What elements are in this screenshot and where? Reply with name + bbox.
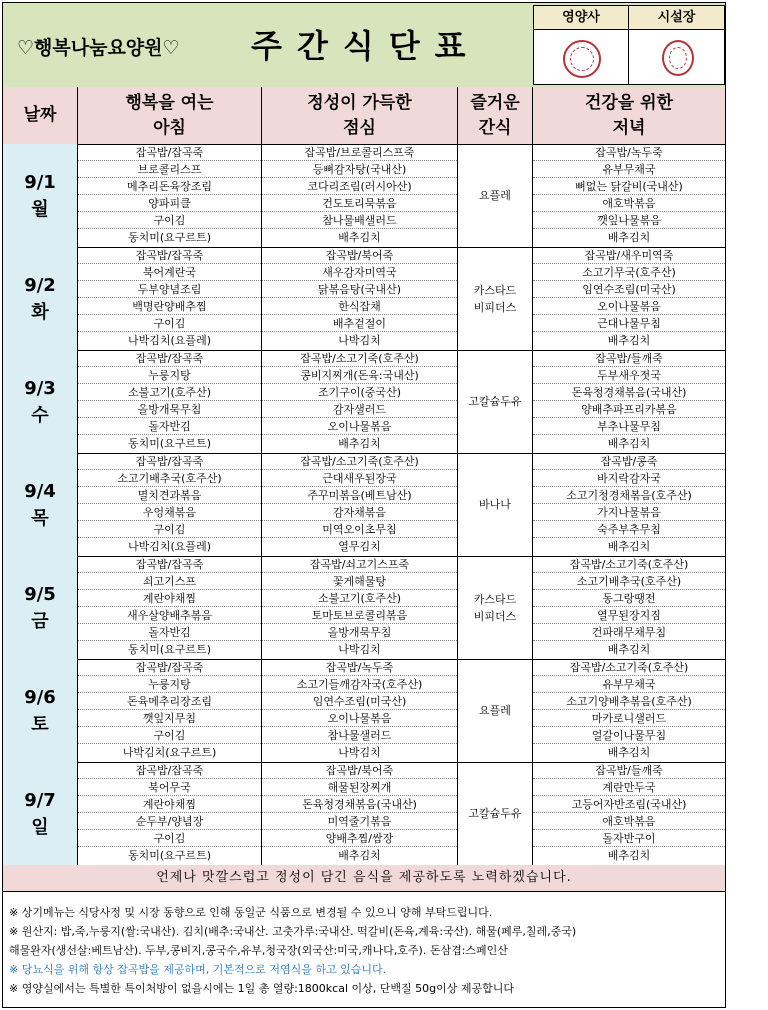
- breakfast-item: 동치미(요구르트): [128, 437, 211, 450]
- lunch-item: 오이나물볶음: [262, 418, 457, 435]
- date-label: 9/7: [24, 789, 56, 811]
- snack-cell: [458, 762, 533, 865]
- lunch-item: 근대새우된장국: [262, 470, 457, 487]
- approval-cell-director: [629, 30, 724, 84]
- breakfast-cell: [78, 762, 262, 865]
- note-line: ※ 영양실에서는 특별한 특이처방이 없을시에는 1일 총 열량:1800kcal 이상, 단백질 50g이상 제공합니다: [9, 982, 514, 995]
- lunch-item: 건도토리묵볶음: [262, 195, 457, 212]
- lunch-item: 감자샐러드: [262, 401, 457, 418]
- lunch-item: 나박김치: [338, 643, 381, 656]
- date-cell: [3, 659, 78, 762]
- lunch-cell: [262, 144, 458, 247]
- date-label: 9/2: [24, 274, 56, 296]
- lunch-item: 잡곡밥/북어죽: [262, 247, 457, 264]
- snack-cell: [458, 659, 533, 762]
- weekday-label: 금: [31, 610, 49, 632]
- lunch-item: 콩비지찌개(돈육:국내산): [262, 367, 457, 384]
- dinner-item: 유부무채국: [533, 676, 725, 693]
- breakfast-cell: [78, 659, 262, 762]
- dinner-item: 마카로니샐러드: [533, 710, 725, 727]
- dinner-item: 소고기배추국(호주산): [533, 573, 725, 590]
- dinner-item: 배추김치: [607, 334, 651, 347]
- snack-item: 고칼슘두유: [468, 807, 522, 820]
- breakfast-item: 잡곡밥/잡곡죽: [78, 247, 261, 264]
- lunch-item: 열무김치: [338, 540, 381, 553]
- lunch-item: 주꾸미볶음(베트남산): [262, 487, 457, 504]
- dinner-item: 근대나물무침: [533, 315, 725, 332]
- dinner-item: 배추김치: [607, 540, 651, 553]
- dinner-item: 배추김치: [607, 643, 651, 656]
- breakfast-item: 잡곡밥/잡곡죽: [78, 453, 261, 470]
- date-label: 9/5: [24, 583, 56, 605]
- breakfast-item: 잡곡밥/잡곡죽: [78, 659, 261, 676]
- slogan-banner: 언제나 맛깔스럽고 정성이 담긴 음식을 제공하도록 노력하겠습니다.: [3, 865, 725, 892]
- lunch-item: 오이나물볶음: [262, 710, 457, 727]
- dinner-item: 잡곡밥/소고기죽(호주산): [533, 556, 725, 573]
- dinner-item: 뼈없는 닭갈비(국내산): [533, 178, 725, 195]
- lunch-item: 배추겉절이: [262, 315, 457, 332]
- lunch-cell: [262, 350, 458, 453]
- dinner-cell: [533, 762, 725, 865]
- dinner-item: 배추김치: [607, 746, 651, 759]
- lunch-item: 참나물샐러드: [262, 727, 457, 744]
- lunch-item: 잡곡밥/소고기죽(호주산): [262, 453, 457, 470]
- note-line-highlight: ※ 당뇨식을 위해 항상 잡곡밥을 제공하며, 기본적으로 저염식을 하고 있습니다.: [9, 963, 387, 976]
- breakfast-item: 두부양념조림: [78, 281, 261, 298]
- dinner-cell: [533, 144, 725, 247]
- date-label: 9/1: [24, 171, 56, 193]
- day-row: [3, 453, 725, 557]
- dinner-item: 얼갈이나물무침: [533, 727, 725, 744]
- lunch-item: 나박김치: [338, 334, 381, 347]
- dinner-item: 배추김치: [607, 849, 651, 862]
- day-row: [3, 556, 725, 660]
- lunch-item: 새우감자미역국: [262, 264, 457, 281]
- weekly-menu-sheet: [2, 2, 726, 1008]
- lunch-item: 배추김치: [338, 437, 381, 450]
- lunch-cell: [262, 659, 458, 762]
- page-title: 주간식단표: [251, 27, 481, 65]
- approval-box: [533, 5, 725, 85]
- dinner-item: 부추나물무침: [533, 418, 725, 435]
- dinner-cell: [533, 659, 725, 762]
- dinner-item: 계란만두국: [533, 779, 725, 796]
- lunch-item: 코다리조림(러시아산): [262, 178, 457, 195]
- snack-item: 카스타드: [473, 592, 517, 606]
- breakfast-item: 북어계란국: [78, 264, 261, 281]
- breakfast-item: 돈육메추리장조림: [78, 693, 261, 710]
- day-row: [3, 144, 725, 248]
- header-dinner: 건강을 위한 저녁: [584, 92, 674, 138]
- dinner-item: 깻잎나물볶음: [533, 212, 725, 229]
- breakfast-item: 브로콜리스프: [78, 161, 261, 178]
- dinner-item: 두부새우젓국: [533, 367, 725, 384]
- dinner-item: 임연수조림(미국산): [533, 281, 725, 298]
- breakfast-cell: [78, 350, 262, 453]
- breakfast-item: 새우살양배추볶음: [78, 607, 261, 624]
- snack-item: 바나나: [479, 498, 511, 511]
- dietitian-seal-stamp: [563, 40, 601, 78]
- lunch-cell: [262, 453, 458, 556]
- lunch-item: 나박김치: [338, 746, 381, 759]
- date-cell: [3, 762, 78, 865]
- breakfast-cell: [78, 453, 262, 556]
- snack-item: 요플레: [479, 704, 511, 717]
- snack-cell: [458, 453, 533, 556]
- date-cell: [3, 350, 78, 453]
- dinner-item: 애호박볶음: [533, 195, 725, 212]
- dinner-item: 애호박볶음: [533, 813, 725, 830]
- title-band: [3, 3, 725, 88]
- dinner-item: 돌자반구이: [533, 830, 725, 847]
- dinner-item: 건파래무채무침: [533, 624, 725, 641]
- breakfast-item: 동치미(요구르트): [128, 849, 211, 862]
- dinner-item: 소고기무국(호주산): [533, 264, 725, 281]
- breakfast-item: 올방개묵무침: [78, 401, 261, 418]
- note-line: ※ 원산지: 밥,죽,누룽지(쌀:국내산). 김치(배추:국내산. 고춧가루:국내산. 떡갈비(돈육,계육:국산). 해물(페루,칠레,중국): [9, 925, 577, 938]
- lunch-cell: [262, 762, 458, 865]
- snack-cell: [458, 247, 533, 350]
- lunch-item: 배추김치: [338, 231, 381, 244]
- breakfast-item: 구이김: [78, 830, 261, 847]
- lunch-item: 한식잡채: [262, 298, 457, 315]
- snack-cell: [458, 144, 533, 247]
- day-row: [3, 762, 725, 866]
- dinner-item: 양배추파프리카볶음: [533, 401, 725, 418]
- weekday-label: 토: [31, 713, 49, 735]
- snack-item: 카스타드: [473, 283, 517, 297]
- breakfast-item: 쇠고기스프: [78, 573, 261, 590]
- breakfast-item: 구이김: [78, 315, 261, 332]
- lunch-item: 소고기들깨감자국(호주산): [262, 676, 457, 693]
- breakfast-cell: [78, 247, 262, 350]
- breakfast-item: 순두부/양념장: [78, 813, 261, 830]
- lunch-item: 잡곡밥/브로콜리스프죽: [262, 144, 457, 161]
- director-seal-stamp: [662, 40, 694, 76]
- lunch-item: 닭볶음탕(국내산): [262, 281, 457, 298]
- lunch-item: 돈육청경채볶음(국내산): [262, 796, 457, 813]
- dinner-cell: [533, 247, 725, 350]
- breakfast-item: 잡곡밥/잡곡죽: [78, 144, 261, 161]
- dinner-item: 가지나물볶음: [533, 504, 725, 521]
- breakfast-item: 잡곡밥/잡곡죽: [78, 350, 261, 367]
- breakfast-item: 나박김치(요플레): [128, 334, 211, 347]
- approval-label-dietitian: 영양사: [534, 6, 629, 30]
- lunch-item: 토마토브로콜리볶음: [262, 607, 457, 624]
- breakfast-item: 구이김: [78, 727, 261, 744]
- breakfast-item: 누룽지탕: [78, 676, 261, 693]
- table-header-row: [3, 87, 725, 145]
- dinner-item: 오이나물볶음: [533, 298, 725, 315]
- dinner-item: 돈육청경채볶음(국내산): [533, 384, 725, 401]
- date-label: 9/4: [24, 480, 56, 502]
- dinner-item: 바지락감자국: [533, 470, 725, 487]
- breakfast-item: 계란야채찜: [78, 590, 261, 607]
- lunch-item: 조기구이(중국산): [262, 384, 457, 401]
- date-label: 9/6: [24, 686, 56, 708]
- breakfast-item: 구이김: [78, 521, 261, 538]
- lunch-item: 꽃게해물탕: [262, 573, 457, 590]
- dinner-item: 잡곡밥/들깨죽: [533, 762, 725, 779]
- note-line: ※ 상기메뉴는 식당사정 및 시장 동향으로 인해 동일군 식품으로 변경될 수 있으니 양해 부탁드립니다.: [9, 906, 493, 919]
- lunch-item: 배추김치: [338, 849, 381, 862]
- weekday-label: 일: [31, 816, 49, 838]
- snack-item: 비피더스: [473, 300, 517, 314]
- date-cell: [3, 247, 78, 350]
- dinner-item: 소고기양배추볶음(호주산): [533, 693, 725, 710]
- dinner-cell: [533, 453, 725, 556]
- snack-cell: [458, 556, 533, 659]
- day-row: [3, 659, 725, 763]
- date-label: 9/3: [24, 377, 56, 399]
- lunch-item: 해물된장찌개: [262, 779, 457, 796]
- note-line: 해물완자(생선살:베트남산). 두부,콩비지,콩국수,유부,청국장(외국산:미국,캐나다,호주). 돈삼겹:스페인산: [9, 944, 508, 957]
- breakfast-item: 잡곡밥/잡곡죽: [78, 762, 261, 779]
- weekday-label: 목: [31, 507, 49, 529]
- breakfast-item: 구이김: [78, 212, 261, 229]
- dinner-item: 유부무채국: [533, 161, 725, 178]
- breakfast-item: 백명란양배추찜: [78, 298, 261, 315]
- breakfast-item: 나박김치(요플레): [128, 540, 211, 553]
- breakfast-item: 잡곡밥/잡곡죽: [78, 556, 261, 573]
- dinner-item: 잡곡밥/콩죽: [533, 453, 725, 470]
- breakfast-item: 우엉채볶음: [78, 504, 261, 521]
- date-cell: [3, 144, 78, 247]
- dinner-item: 숙주부추무침: [533, 521, 725, 538]
- breakfast-item: 나박김치(요구르트): [122, 746, 217, 759]
- breakfast-item: 양파피클: [78, 195, 261, 212]
- lunch-item: 잡곡밥/쇠고기스프죽: [262, 556, 457, 573]
- lunch-item: 잡곡밥/녹두죽: [262, 659, 457, 676]
- facility-name: ♡행복나눔요양원♡: [17, 37, 180, 59]
- header-snack: 즐거운 간식: [458, 87, 533, 144]
- breakfast-item: 동치미(요구르트): [128, 643, 211, 656]
- breakfast-item: 깻잎지무침: [78, 710, 261, 727]
- breakfast-item: 메추리돈육장조림: [78, 178, 261, 195]
- dinner-item: 열무된장지짐: [533, 607, 725, 624]
- lunch-item: 등뼈감자탕(국내산): [262, 161, 457, 178]
- dinner-item: 배추김치: [607, 231, 651, 244]
- lunch-cell: [262, 247, 458, 350]
- dinner-item: 잡곡밥/소고기죽(호주산): [533, 659, 725, 676]
- notes-section: [9, 903, 725, 998]
- breakfast-item: 동치미(요구르트): [128, 231, 211, 244]
- date-cell: [3, 556, 78, 659]
- snack-cell: [458, 350, 533, 453]
- lunch-item: 미역오이초무침: [262, 521, 457, 538]
- day-row: [3, 247, 725, 351]
- header-lunch: 정성이 가득한 점심: [262, 87, 458, 144]
- lunch-item: 잡곡밥/소고기죽(호주산): [262, 350, 457, 367]
- breakfast-item: 멸치견과볶음: [78, 487, 261, 504]
- breakfast-cell: [78, 556, 262, 659]
- dinner-item: 고등어자반조림(국내산): [533, 796, 725, 813]
- breakfast-item: 소고기배추국(호주산): [78, 470, 261, 487]
- breakfast-item: 돌자반김: [78, 418, 261, 435]
- breakfast-cell: [78, 144, 262, 247]
- dinner-item: 배추김치: [607, 437, 651, 450]
- day-row: [3, 350, 725, 454]
- header-breakfast: 행복을 여는 아침: [78, 87, 262, 144]
- lunch-item: 감자채볶음: [262, 504, 457, 521]
- weekday-label: 월: [31, 198, 49, 220]
- breakfast-item: 계란야채찜: [78, 796, 261, 813]
- dinner-item: 소고기청경채볶음(호주산): [533, 487, 725, 504]
- dinner-item: 잡곡밥/들깨죽: [533, 350, 725, 367]
- breakfast-item: 북어무국: [78, 779, 261, 796]
- lunch-cell: [262, 556, 458, 659]
- date-cell: [3, 453, 78, 556]
- lunch-item: 올방개묵무침: [262, 624, 457, 641]
- breakfast-item: 돌자반김: [78, 624, 261, 641]
- snack-item: 비피더스: [473, 609, 517, 623]
- lunch-item: 양배추찜/쌈장: [262, 830, 457, 847]
- lunch-item: 참나물배샐러드: [262, 212, 457, 229]
- snack-item: 요플레: [479, 189, 511, 202]
- snack-item: 고칼슘두유: [468, 395, 522, 408]
- weekday-label: 화: [31, 301, 49, 323]
- dinner-item: 동그랑땡전: [533, 590, 725, 607]
- lunch-item: 잡곡밥/북어죽: [262, 762, 457, 779]
- dinner-cell: [533, 350, 725, 453]
- header-date: 날짜: [3, 87, 78, 144]
- approval-cell-dietitian: [534, 30, 629, 84]
- dinner-item: 잡곡밥/녹두죽: [533, 144, 725, 161]
- breakfast-item: 누룽지탕: [78, 367, 261, 384]
- weekday-label: 수: [31, 404, 49, 426]
- dinner-cell: [533, 556, 725, 659]
- dinner-item: 잡곡밥/새우미역죽: [533, 247, 725, 264]
- lunch-item: 미역줄기볶음: [262, 813, 457, 830]
- lunch-item: 임연수조림(미국산): [262, 693, 457, 710]
- lunch-item: 소불고기(호주산): [262, 590, 457, 607]
- approval-label-director: 시설장: [629, 6, 724, 30]
- breakfast-item: 소불고기(호주산): [78, 384, 261, 401]
